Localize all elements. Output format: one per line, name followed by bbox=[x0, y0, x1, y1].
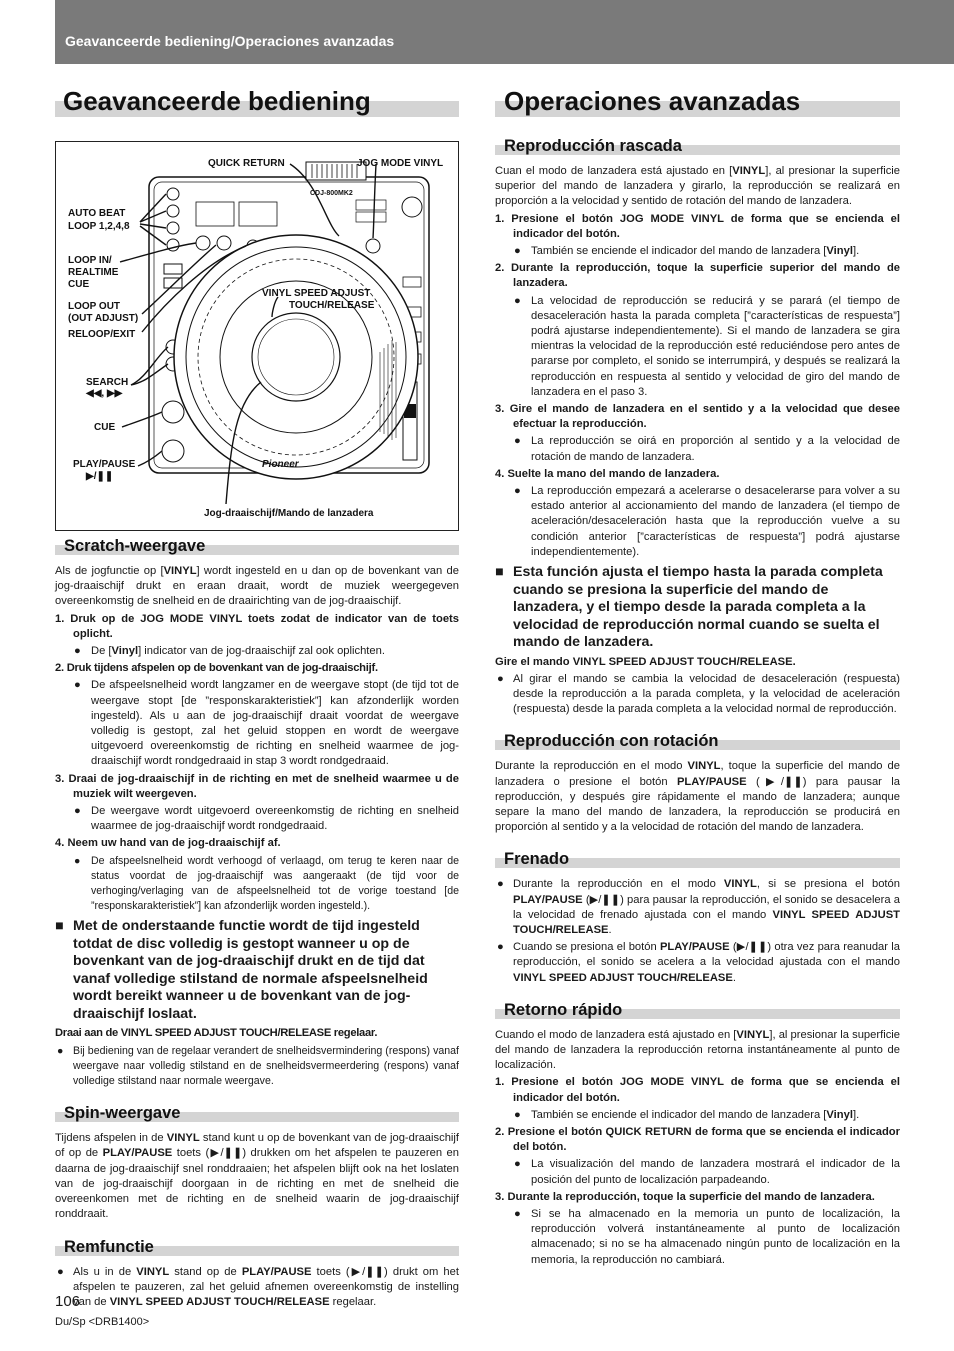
label-touch-release: TOUCH/RELEASE bbox=[289, 300, 375, 311]
bullet: ● La velocidad de reproducción se reducirá y se parará (el tiempo de desaceleración hasta la parada completa [”características de respuesta”] podrá ajustarse independientemente). Si el mando de lanzadera se gira mientras la velocidad de la reproducción esté reduciéndose pero antes de pararse por completo, el sonido se interrumpirá, y después se realizará la reproducción en respuesta al sentido y velocidad de giro del mando de lanzadera en el paso 3. bbox=[514, 294, 900, 398]
bullet: ● También se enciende el indicador del mando de lanzadera [Vinyl]. bbox=[514, 1108, 860, 1121]
section-title: Frenado bbox=[504, 850, 570, 869]
step: 3. Durante la reproducción, toque la superficie del mando de lanzadera. bbox=[495, 1190, 875, 1203]
note: ■ Met de onderstaande functie wordt de tijd ingesteld totdat de disc volledig is gestopt wanneer u op de bovenkant van de jog-draaischijf drukt en de tijd dat vanaf volledige stilstand de normale afspeelsnelheid wordt bereikt wanneer u de bovenkant van de jog-draaischijf loslaat. bbox=[55, 918, 428, 1022]
right-column bbox=[495, 136, 900, 1270]
brand-logo: Pioneer bbox=[262, 459, 299, 470]
section-reproduccion-con-rotacion bbox=[495, 731, 900, 753]
paragraph: Tijdens afspelen in de VINYL stand kunt u op de bovenkant van de jog-draaischijf of op de PLAY/PAUSE toets (▶/❚❚) drukken om het afspelen te pauzeren en daarna de jog-draaischijf snel ronddraaien; het afspelen blijft ook na het loslaten van de jog-draaischijf doorgaan in de richting en met de snelheid die overeenkomen met de richting en de snelheid waarin de jog-draaischijf ronddraait. bbox=[55, 1132, 460, 1221]
document-reference: Du/Sp <DRB1400> bbox=[55, 1316, 150, 1328]
left-page-title: Geavanceerde bediening bbox=[63, 86, 371, 116]
label-reloop-exit: RELOOP/EXIT bbox=[68, 329, 136, 340]
step: 3. Draai de jog-draaischijf in de richting en met de snelheid waarmee u de muziek wilt weergeven. bbox=[55, 772, 459, 800]
section-remfunctie bbox=[55, 1237, 459, 1259]
label-loop-in: LOOP IN/ bbox=[68, 255, 112, 266]
sub-instruction: Draai aan de VINYL SPEED ADJUST TOUCH/RELEASE regelaar. bbox=[55, 1027, 378, 1040]
label-search-arrows: ◀◀, ▶▶ bbox=[86, 388, 123, 399]
sub-instruction: Gire el mando VINYL SPEED ADJUST TOUCH/RELEASE. bbox=[495, 655, 796, 668]
label-cue-2: CUE bbox=[94, 422, 116, 433]
section-title: Spin-weergave bbox=[64, 1104, 181, 1123]
page-number: 106 bbox=[55, 1293, 81, 1310]
bullet: ● Al girar el mando se cambia la velocidad de desaceleración (respuesta) desde la reproducción a la parada completa, y la velocidad de aceleración (respuesta) desde la parada completa a la velocidad normal de reproducción. bbox=[497, 672, 900, 716]
step: 1. Druk op de JOG MODE VINYL toets zodat de indicator van de toets oplicht. bbox=[55, 612, 459, 640]
bullet: ● Als u in de VINYL stand op de PLAY/PAUSE toets (▶/❚❚) drukt om het afspelen te pauzeren, zal het geluid afnemen overeenkomstig de instelling van de VINYL SPEED ADJUST TOUCH/RELEASE regelaar. bbox=[57, 1265, 459, 1308]
section-title: Reproducción con rotación bbox=[504, 732, 719, 751]
label-search: SEARCH bbox=[86, 377, 129, 388]
paragraph: Cuando el modo de lanzadera está ajustado en [VINYL], al presionar la superficie del mando de lanzadera la reproducción retorna instantáneamente al punto de localización. bbox=[495, 1028, 901, 1072]
step: 1. Presione el botón JOG MODE VINYL de forma que se encienda el indicador del botón. bbox=[495, 212, 900, 240]
paragraph: Durante la reproducción en el modo VINYL, toque la superficie del mando de lanzadera o presione el botón PLAY/PAUSE (▶/❚❚) para pausar la reproducción, y después gire rápidamente el mando de lanzadera; aunque separe la mano del mando de lanzadera, la reproducción se producirá en proporción al sentido y a la velocidad de rotación del mando de lanzadera. bbox=[495, 760, 900, 834]
section-title: Remfunctie bbox=[64, 1237, 154, 1256]
bullet: ● De weergave wordt uitgevoerd overeenkomstig de richting en snelheid waarmee de jog-draaischijf wordt rondgedraaid. bbox=[74, 805, 459, 833]
section-frenado bbox=[495, 849, 900, 871]
left-column bbox=[55, 536, 459, 1312]
header-title: Geavanceerde bediening/Operaciones avanzadas bbox=[65, 33, 395, 49]
section-scratch-weergave bbox=[55, 536, 459, 558]
section-spin-weergave bbox=[55, 1103, 459, 1125]
label-jog-mode-vinyl: JOG MODE VINYL bbox=[357, 158, 444, 169]
label-play-pause-symbol: ▶/❚❚ bbox=[86, 471, 114, 482]
section-title: Retorno rápido bbox=[504, 1000, 623, 1019]
section-reproduccion-rascada bbox=[495, 136, 900, 158]
bullet: ● De afspeelsnelheid wordt verhoogd of verlaagd, om terug te keren naar de status voordat de jog-draaischijf was aangeraakt (de tijd voor de verhoging/verlaging van de afspeelsnelheid tot de vorige toestand [de ”responskarakteristiek”] kan afzonderlijk worden ingesteld.). bbox=[74, 854, 459, 913]
bullet: ● Bij bediening van de regelaar verandert de snelheidsvermindering (respons) vanaf weergave naar volledig stilstand en de snelheidsvermeerdering (respons) vanaf volledige stilstand naar normale weergave. bbox=[57, 1044, 459, 1088]
section-retorno-rapido bbox=[495, 1000, 900, 1022]
bullet: ● La visualización del mando de lanzadera mostrará el indicador de la posición del punto de localización parpadeando. bbox=[514, 1158, 900, 1186]
step: 4. Neem uw hand van de jog-draaischijf af. bbox=[55, 837, 281, 850]
header-bar bbox=[55, 0, 954, 64]
label-quick-return: QUICK RETURN bbox=[208, 158, 285, 169]
label-loop-out: LOOP OUT bbox=[68, 301, 121, 312]
label-jog-dial: Jog-draaischijf/Mando de lanzadera bbox=[204, 508, 374, 519]
label-auto-beat: AUTO BEAT bbox=[68, 208, 126, 219]
label-play-pause: PLAY/PAUSE bbox=[73, 459, 136, 470]
label-out-adjust: (OUT ADJUST) bbox=[68, 313, 139, 324]
right-page-title: Operaciones avanzadas bbox=[504, 86, 801, 116]
step: 2. Druk tijdens afspelen op de bovenkant van de jog-draaischijf. bbox=[55, 662, 378, 675]
label-model: CDJ-800MK2 bbox=[310, 190, 353, 197]
section-title: Reproducción rascada bbox=[504, 137, 682, 155]
step: 2. Presione el botón QUICK RETURN de forma que se encienda el indicador del botón. bbox=[495, 1126, 900, 1154]
label-realtime: REALTIME bbox=[68, 267, 119, 278]
paragraph: Als de jogfunctie op [VINYL] wordt ingesteld en u dan op de bovenkant van de jog-draaischijf drukt en eraan draait, wordt de muziek weergegeven overeenkomstig de snelheid en de draairichting van de jog-draaischijf. bbox=[55, 565, 459, 608]
label-loop-1248: LOOP 1,2,4,8 bbox=[68, 221, 130, 232]
bullet: ● Si se ha almacenado en la memoria un punto de localización, la reproducción volverá instantáneamente al punto de localización almacenado; si no se ha almacenado ningún punto de localización en la memoria, la reproducción no cambiará. bbox=[514, 1208, 900, 1266]
label-cue-1: CUE bbox=[68, 279, 90, 290]
label-vinyl-speed-adjust: VINYL SPEED ADJUST bbox=[262, 288, 371, 299]
paragraph: Cuan el modo de lanzadera está ajustado en [VINYL], al presionar la superficie superior del mando de lanzadera y girarlo, la reproducción se realizará en proporción a la velocidad y sentido de rotación del mando de lanzadera. bbox=[495, 165, 900, 208]
bullet: ● De [Vinyl] indicator van de jog-draaischijf zal ook oplichten. bbox=[74, 645, 385, 658]
section-title: Scratch-weergave bbox=[64, 537, 206, 555]
bullet: ● Durante la reproducción en el modo VINYL, si se presiona el botón PLAY/PAUSE (▶/❚❚) para pausar la reproducción, el sonido se desacelera a la velocidad de frenado ajustada con el mando VINYL SPEED ADJUST TOUCH/RELEASE. bbox=[497, 878, 900, 937]
note: ■ Esta función ajusta el tiempo hasta la parada completa cuando se presiona la superficie del mando de lanzadera, y el tiempo desde la parada completa a la velocidad de reproducción normal cuando se suelta el mando de lanzadera. bbox=[495, 564, 883, 651]
step: 2. Durante la reproducción, toque la superficie superior del mando de lanzadera. bbox=[495, 262, 900, 290]
bullet: ● La reproducción se oirá en proporción al sentido y a la velocidad de rotación de mando de lanzadera. bbox=[514, 435, 900, 463]
step: 1. Presione el botón JOG MODE VINYL de forma que se encienda el indicador del botón. bbox=[495, 1076, 900, 1104]
cdj-diagram bbox=[55, 141, 459, 531]
step: 3. Gire el mando de lanzadera en el sentido y a la velocidad que desee efectuar la reproducción. bbox=[495, 403, 900, 431]
bullet: ● De afspeelsnelheid wordt langzamer en de weergave stopt (de tijd tot de weergave stopt [de ”responskarakteristiek”] kan afzonderlijk worden ingesteld). Als u aan de jog-draaischijf draait voordat de weergave volledig is gestopt, zal het geluid stoppen en wordt de weergave uitgevoerd overeenkomstig de richting en snelheid waarmee de jog-draaischijf wordt rondgedraaid in stap 3 wordt rondgedraaid. bbox=[74, 679, 459, 768]
bullet: ● También se enciende el indicador del mando de lanzadera [Vinyl]. bbox=[514, 245, 860, 258]
step: 4. Suelte la mano del mando de lanzadera. bbox=[495, 467, 720, 480]
bullet: ● Cuando se presiona el botón PLAY/PAUSE (▶/❚❚) otra vez para reanudar la reproducción, el sonido se acelera a la velocidad ajustada con el mando VINYL SPEED ADJUST TOUCH/RELEASE. bbox=[497, 941, 900, 984]
bullet: ● La reproducción empezará a acelerarse o desacelerarse para volver a su estado anterior al accionamiento del mando de lanzadera (el tiempo de aceleración/desaceleración hasta que la reproducción vuelve a su condición anterior [”características de respuesta”] podrá ajustarse independientemente). bbox=[514, 485, 900, 558]
